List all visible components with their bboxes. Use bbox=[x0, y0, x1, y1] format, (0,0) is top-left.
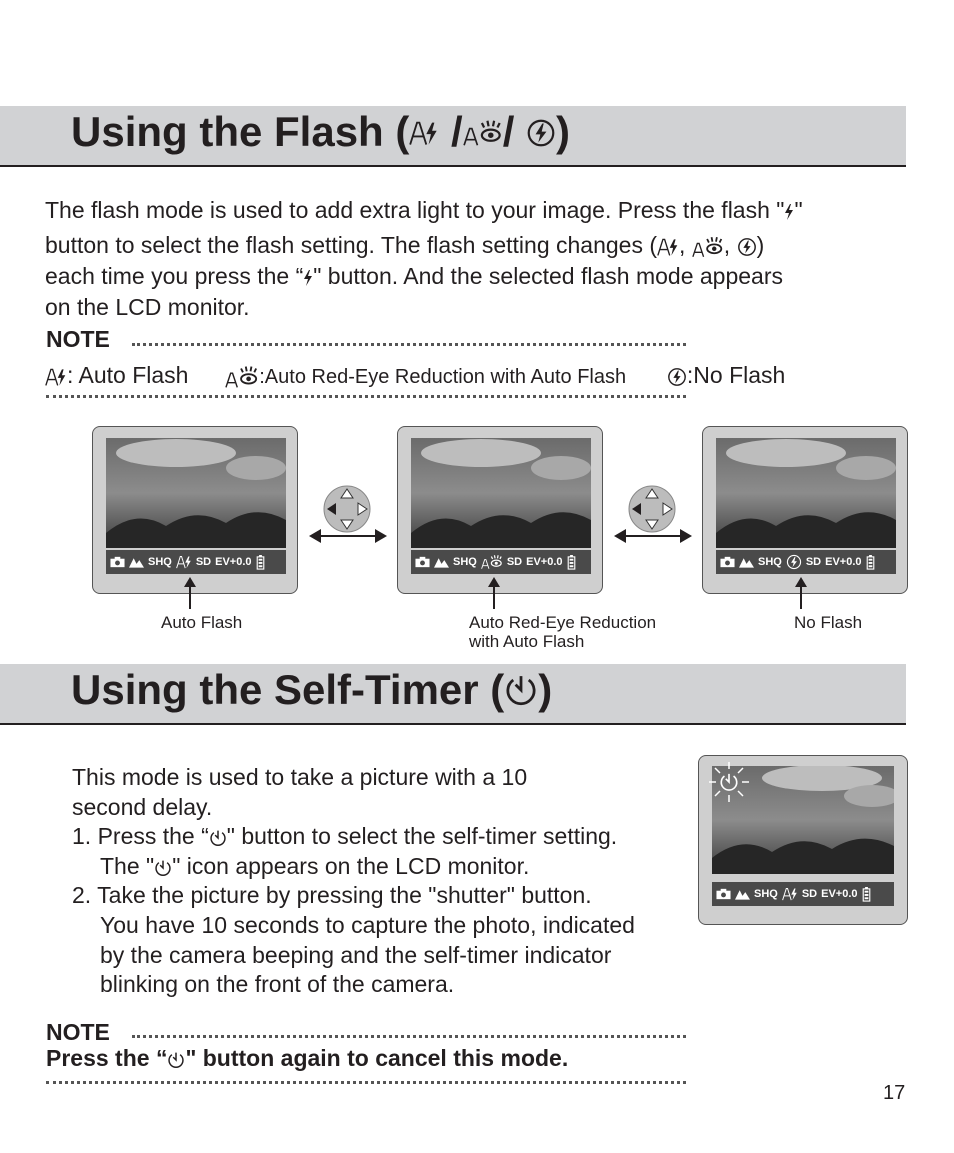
ev-label: EV+0.0 bbox=[526, 556, 563, 568]
timer-section-header bbox=[0, 664, 906, 725]
red-eye-icon bbox=[463, 118, 503, 148]
size-label: SD bbox=[195, 556, 212, 568]
battery-icon bbox=[866, 555, 875, 570]
caption-no-flash: No Flash bbox=[794, 613, 863, 632]
battery-icon bbox=[256, 555, 265, 570]
red-eye-icon bbox=[225, 365, 259, 389]
lcd-no-flash bbox=[702, 426, 908, 594]
lcd-status-bar bbox=[106, 550, 286, 574]
divider bbox=[132, 1035, 686, 1038]
timer-note-label: NOTE bbox=[46, 1019, 110, 1045]
auto-flash-icon bbox=[409, 118, 439, 148]
quality-label: SHQ bbox=[453, 556, 477, 568]
no-flash-icon bbox=[526, 118, 556, 148]
lcd-status-bar bbox=[716, 550, 896, 574]
camera-mode-icon bbox=[716, 888, 731, 900]
auto-flash-icon bbox=[176, 555, 192, 569]
divider bbox=[46, 395, 686, 398]
double-arrow-icon bbox=[614, 527, 692, 545]
lcd-screen bbox=[716, 438, 896, 548]
ev-label: EV+0.0 bbox=[825, 556, 862, 568]
blinking-self-timer-icon bbox=[703, 760, 755, 804]
caption-red-eye: Auto Red-Eye Reduction with Auto Flash bbox=[469, 613, 657, 651]
timer-description: This mode is used to take a picture with a 10 second delay. 1. Press the “ " button to select the self-timer setting. The " " icon appears on the LCD monitor. 2. Take the picture by pressing the "shutter" button. You have 10 seconds to capture the photo, indicated by the camera beeping and the self-timer indicator blinking on the front of the camera. bbox=[72, 764, 635, 998]
divider bbox=[132, 343, 686, 346]
scene-icon bbox=[129, 556, 144, 568]
quality-label: SHQ bbox=[148, 556, 172, 568]
battery-icon bbox=[862, 887, 871, 902]
self-timer-icon bbox=[167, 1051, 185, 1069]
pointer-arrow-icon bbox=[488, 577, 500, 609]
timer-section-title: Using the Self-Timer ( ) bbox=[71, 666, 553, 713]
double-arrow-icon bbox=[309, 527, 387, 545]
ev-label: EV+0.0 bbox=[821, 888, 858, 900]
flash-section-title: Using the Flash ( / / ) bbox=[71, 108, 571, 155]
camera-mode-icon bbox=[720, 556, 735, 568]
red-eye-icon bbox=[481, 554, 503, 570]
no-flash-icon bbox=[667, 367, 687, 387]
battery-icon bbox=[567, 555, 576, 570]
self-timer-icon bbox=[209, 829, 227, 847]
scene-icon bbox=[739, 556, 754, 568]
flash-icon bbox=[303, 269, 313, 287]
camera-mode-icon bbox=[415, 556, 430, 568]
pointer-arrow-icon bbox=[795, 577, 807, 609]
size-label: SD bbox=[805, 556, 822, 568]
timer-note-text: Press the “ " button again to cancel this mode. bbox=[46, 1045, 569, 1071]
scene-icon bbox=[735, 888, 750, 900]
lcd-status-bar bbox=[712, 882, 894, 906]
pointer-arrow-icon bbox=[184, 577, 196, 609]
flash-description: The flash mode is used to add extra light to your image. Press the flash " " button to select the flash setting. The flash setting changes ( , , ) each time you press the “ " button. And the selected flash mode appears on the LCD monitor. bbox=[45, 197, 803, 320]
no-flash-icon bbox=[737, 237, 757, 257]
no-flash-icon bbox=[786, 554, 802, 570]
auto-flash-icon bbox=[782, 887, 798, 901]
camera-mode-icon bbox=[110, 556, 125, 568]
auto-flash-icon bbox=[657, 237, 679, 257]
lcd-self-timer bbox=[698, 755, 908, 925]
lcd-screen bbox=[411, 438, 591, 548]
page-number: 17 bbox=[883, 1082, 906, 1104]
flash-legend: : Auto Flash :Auto Red-Eye Reduction with Auto Flash :No Flash bbox=[45, 362, 905, 392]
size-label: SD bbox=[506, 556, 523, 568]
ev-label: EV+0.0 bbox=[215, 556, 252, 568]
flash-note-label: NOTE bbox=[46, 326, 110, 352]
self-timer-icon bbox=[154, 859, 172, 877]
size-label: SD bbox=[801, 888, 818, 900]
auto-flash-icon bbox=[45, 367, 67, 387]
lcd-auto-flash bbox=[92, 426, 298, 594]
quality-label: SHQ bbox=[754, 888, 778, 900]
lcd-screen bbox=[106, 438, 286, 548]
lcd-status-bar bbox=[411, 550, 591, 574]
lcd-red-eye bbox=[397, 426, 603, 594]
self-timer-icon bbox=[504, 673, 538, 707]
flash-section-header bbox=[0, 106, 906, 167]
divider bbox=[46, 1081, 686, 1084]
red-eye-icon bbox=[692, 236, 724, 258]
quality-label: SHQ bbox=[758, 556, 782, 568]
scene-icon bbox=[434, 556, 449, 568]
caption-auto-flash: Auto Flash bbox=[161, 613, 243, 632]
flash-icon bbox=[784, 203, 794, 221]
